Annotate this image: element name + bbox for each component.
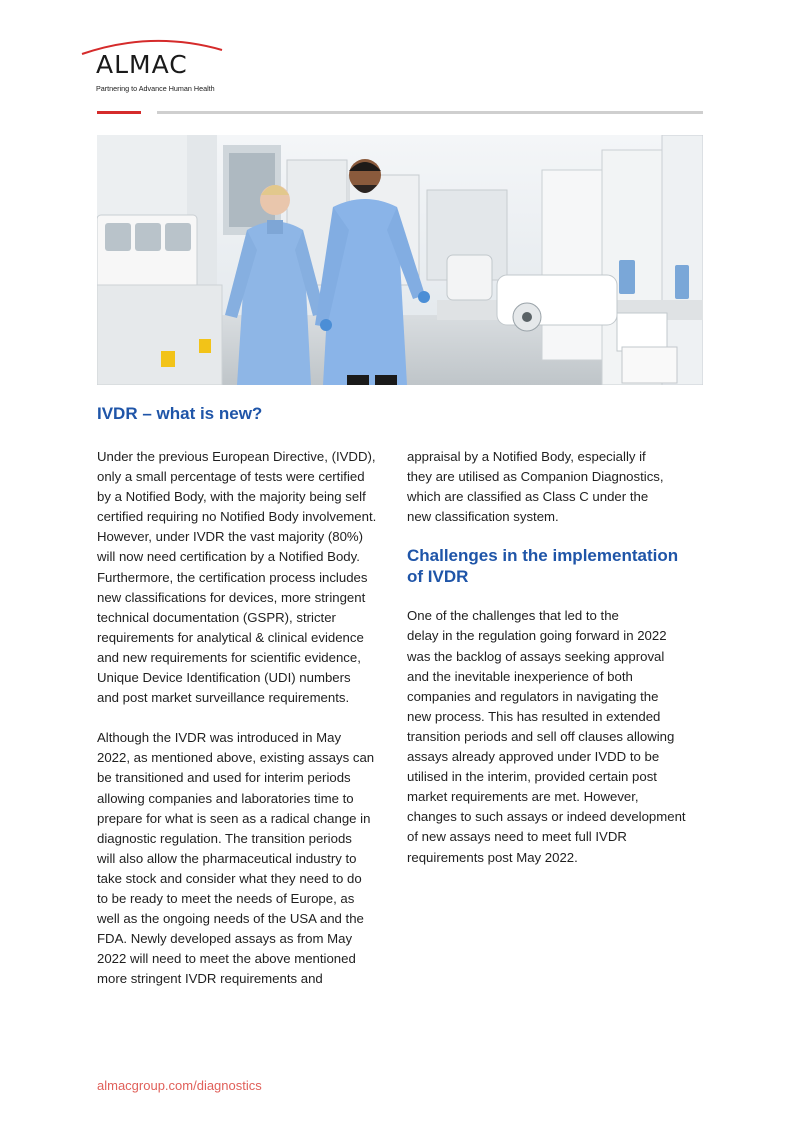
logo-tagline: Partnering to Advance Human Health bbox=[96, 84, 215, 93]
section-heading-ivdr-new: IVDR – what is new? bbox=[97, 404, 263, 423]
paragraph-challenges: One of the challenges that led to the delay in the regulation going forward in 2022 was the backlog of assays seeking approval and the inevitable inexperience of both companies and regulators in navigating the new process. This has resulted in extended transition periods and sell off clauses allowing assays already approved under IVDD to be utilised in the interim, provided certain post market requirements are met. However, changes to such assays or indeed development of new assays need to meet full IVDR requirements post May 2022. bbox=[407, 608, 686, 865]
paragraph-ivdd-background: Under the previous European Directive, (IVDD), only a small percentage of tests were certified by a Notified Body, with the majority being self certified requiring no Notified Body involvement. However, under IVDR the vast majority (80%) will now need certification by a Notified Body. Furthermore, the certification process includes new classifications for devices, more stringent technical documentation (GSPR), stricter requirements for analytical & clinical evidence and new requirements for scientific evidence, Unique Device Identification (UDI) numbers and post market surveillance requirements. bbox=[97, 449, 377, 706]
logo-wordmark: ALMAC bbox=[96, 50, 188, 79]
hero-lab-photo bbox=[97, 135, 703, 385]
section-heading-challenges: Challenges in the implementation of IVDR bbox=[407, 546, 679, 587]
paragraph-notified-body: appraisal by a Notified Body, especially if they are utilised as Companion Diagnostics, which are classified as Class C under the new classification system. bbox=[407, 449, 664, 525]
paragraph-transition: Although the IVDR was introduced in May 2022, as mentioned above, existing assays can be transitioned and used for interim periods allowing companies and laboratories time to prepare for what is seen as a radical change in diagnostic regulation. The transition periods will also allow the pharmaceutical industry to take stock and consider what they need to do to be ready to meet the needs of Europe, as well as the ongoing needs of the USA and the FDA. Newly developed assays as from May 2022 will need to meet the above mentioned more stringent IVDR requirements and bbox=[97, 730, 375, 987]
footer-website-link[interactable]: almacgroup.com/diagnostics bbox=[97, 1078, 262, 1093]
text-column-left bbox=[97, 447, 397, 989]
accent-rule-red bbox=[97, 111, 141, 114]
almac-logo bbox=[80, 36, 230, 96]
text-column-right bbox=[407, 447, 707, 868]
accent-rule-grey bbox=[157, 111, 703, 114]
lab-illustration-icon bbox=[97, 135, 703, 385]
